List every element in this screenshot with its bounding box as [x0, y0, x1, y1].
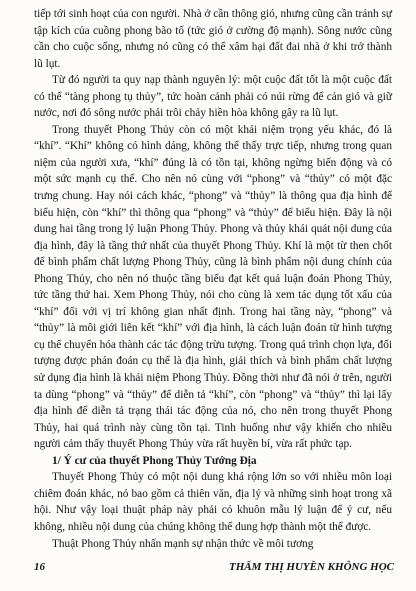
page-footer	[34, 561, 394, 573]
paragraph-1: tiếp tới sinh hoạt của con người. Nhà ở cần thông gió, nhưng cũng cần tránh sự tập kích của cuồng phong bão tố (tức gió ở cường độ mạnh). Sông nước cũng cần cho cuộc sống, nhưng nó cũng có thể xâm hại đất đai nhà ở khi trở thành lũ lụt.	[34, 8, 392, 70]
running-title: THẨM THỊ HUYỀN KHÔNG HỌC	[228, 561, 394, 573]
paragraph-5: Thuật Phong Thủy nhấn mạnh sự nhận thức về môi tương	[52, 537, 314, 550]
paragraph-2: Từ đó người ta quy nạp thành nguyên lý: một cuộc đất tốt là một cuộc đất có thể “tàng phong tụ thủy”, tức hoàn cảnh phải có núi rừng để cản gió và giữ nước, nơi đó sông nước phải trôi chảy hiền hòa không gây ra lũ lụt.	[34, 74, 392, 120]
page-number: 16	[34, 561, 45, 573]
paragraph-3: Trong thuyết Phong Thủy còn có một khái niệm trọng yếu khác, đó là “khí”. “Khí” không có hình dáng, không thể thấy trực tiếp, nhưng trong quan niệm của người xưa, “khí” đúng là có tồn tại, không ngừng biến động và có một sức mạnh cụ thể. Cho nên nó cùng với “phong” và “thủy” có một đặc trưng chung. Hay nói cách khác, “phong” và “thủy” là thông qua địa hình để biểu hiện, còn “khí” thì thông qua “phong” và “thủy” để biểu hiện. Đây là nội dung hai tầng trong lý luận Phong Thủy. Phong và thủy khái quát nội dung của địa hình, đây là tầng thứ nhất của thuyết Phong Thủy. Khí là một từ then chốt để bình phẩm chất lượng Phong Thủy, cũng là bình phẩm nội dung chính của Phong Thủy, cho nên nó thuộc tầng biểu đạt kết quả luận đoán Phong Thủy, tức tầng thứ hai. Xem Phong Thủy, nói cho cùng là xem tác dụng tốt xấu của “khí” đối với vị trí không gian nhất định. Trong hai tầng này, “phong” và “thủy” là môi giới liên kết “khí” với địa hình, là cách luận đoán từ hình tượng cụ thể chuyển hóa thành các tác động trừu tượng. Trong quá trình chọn lựa, đối tượng được phán đoán cụ thể là địa hình, giải thích và bình phẩm chất lượng sử dụng địa hình là khái niệm Phong Thủy. Đồng thời như đã nói ở trên, người ta dùng “phong” và “thủy” để diễn tả “khí”, còn “phong” và “thủy” thì lại lấy địa hình để diễn tả trạng thái tác động của nó, cho nên trong thuyết Phong Thủy, hai quá trình này cùng tồn tại. Tinh huống như vậy khiến cho nhiều người cảm thấy thuyết Phong Thủy vừa rất huyền bí, vừa rất phức tạp.	[34, 123, 392, 451]
section-heading: 1/ Ý cư của thuyết Phong Thủy Tướng Địa	[52, 454, 257, 467]
page-body	[34, 6, 392, 552]
paragraph-4: Thuyết Phong Thủy có một nội dung khá rộng lớn so với nhiều môn loại chiêm đoán khác, nó bao gồm cả thiên văn, địa lý và những sinh hoạt trong xã hội. Như vậy loại thuật pháp này phải có khuôn mẫu lý luận để ý cư, nếu không, nhiều nội dung của chúng không thể dung hợp thành một thể được.	[34, 471, 392, 533]
